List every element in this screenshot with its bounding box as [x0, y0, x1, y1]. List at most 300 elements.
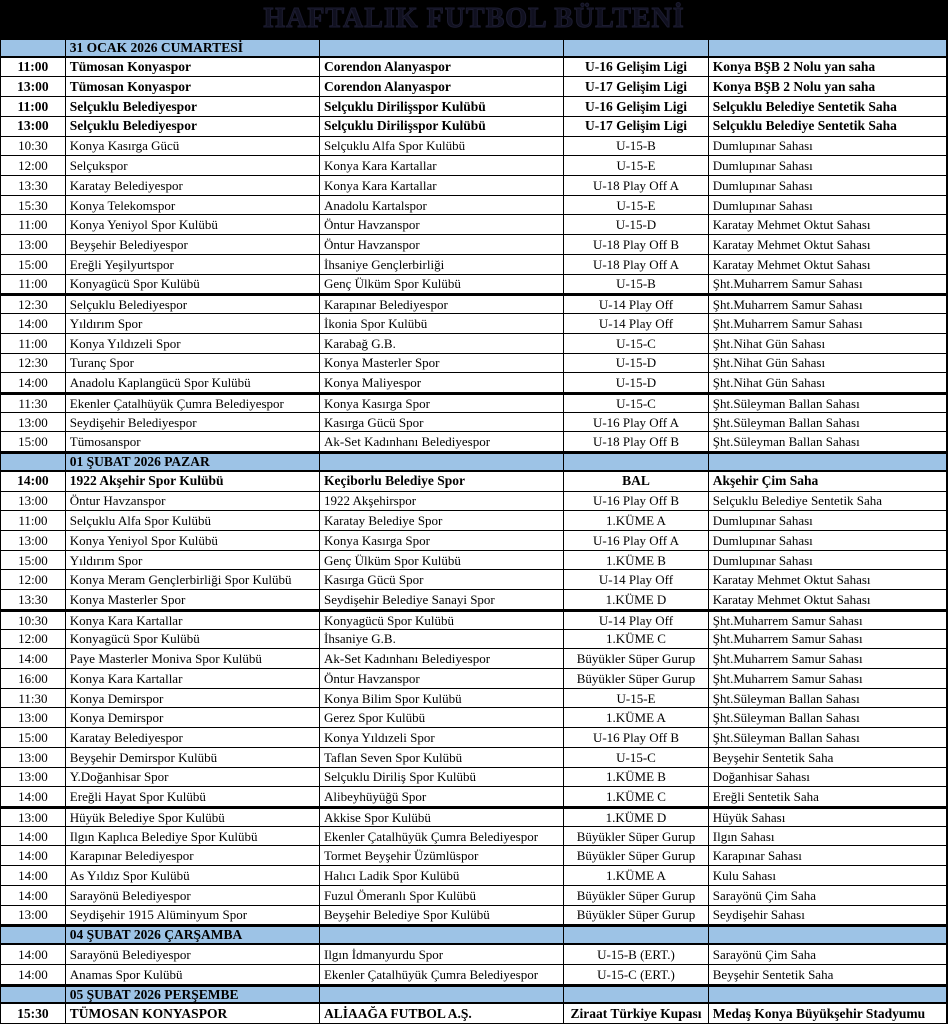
match-row: [1, 1004, 946, 1024]
venue-label: Sarayönü Çim Saha: [712, 887, 817, 903]
venue-label: Dumlupınar Sahası: [712, 513, 813, 529]
match-time: 12:00: [1, 156, 66, 175]
match-row: [1, 196, 946, 216]
match-time: 14:00: [1, 886, 66, 905]
venue-label: Beyşehir Sentetik Saha: [712, 749, 834, 765]
home-team: Tümosanspor: [66, 432, 320, 451]
venue-label: Şht.Muharrem Samur Sahası: [712, 612, 863, 628]
away-team: Öntur Havzanspor: [320, 669, 564, 688]
match-time: 14:00: [1, 945, 66, 964]
venue-label: Şht.Süleyman Ballan Sahası: [712, 395, 860, 411]
home-team: Konya Meram Gençlerbirliği Spor Kulübü: [66, 570, 320, 589]
match-row: [1, 610, 946, 630]
match-time: 14:00: [1, 827, 66, 846]
league-label: Büyükler Süper Gurup: [564, 827, 709, 846]
section-date: 04 ŞUBAT 2026 ÇARŞAMBA: [66, 927, 320, 943]
match-time: 11:00: [1, 97, 66, 116]
venue-label: Şht.Süleyman Ballan Sahası: [712, 710, 860, 726]
venue-label: Şht.Muharrem Samur Sahası: [712, 670, 863, 686]
away-team: Karatay Belediye Spor: [320, 511, 564, 530]
away-team: İhsaniye Gençlerbirliği: [320, 255, 564, 274]
league-label: U-15-C: [564, 334, 709, 353]
home-team: Konya Kara Kartallar: [66, 669, 320, 688]
away-team: Öntur Havzanspor: [320, 235, 564, 254]
away-team: Ilgın İdmanyurdu Spor: [320, 945, 564, 964]
league-label: U-14 Play Off: [564, 314, 709, 333]
home-team: Konya Yeniyol Spor Kulübü: [66, 531, 320, 550]
home-team: Paye Masterler Moniva Spor Kulübü: [66, 649, 320, 668]
venue-label: Şht.Nihat Gün Sahası: [712, 335, 826, 351]
home-team: As Yıldız Spor Kulübü: [66, 866, 320, 885]
venue-label: Seydişehir Sahası: [712, 907, 805, 923]
match-time: 11:30: [1, 689, 66, 708]
league-label: U-14 Play Off: [564, 570, 709, 589]
away-team: Alibeyhüyüğü Spor: [320, 787, 564, 806]
away-team: Fuzul Ömeranlı Spor Kulübü: [320, 886, 564, 905]
match-row: [1, 906, 946, 926]
match-row: [1, 689, 946, 709]
section-empty-cell: [564, 987, 709, 1003]
schedule-table: [0, 38, 948, 1024]
section-empty-cell: [709, 454, 946, 470]
away-team: Selçuklu Alfa Spor Kulübü: [320, 137, 564, 156]
venue-label: Şht.Muharrem Samur Sahası: [712, 315, 863, 331]
home-team: Sarayönü Belediyespor: [66, 945, 320, 964]
league-label: 1.KÜME A: [564, 708, 709, 727]
match-time: 15:00: [1, 255, 66, 274]
league-label: U-17 Gelişim Ligi: [564, 77, 709, 96]
match-row: [1, 708, 946, 728]
match-row: [1, 965, 946, 985]
match-row: [1, 649, 946, 669]
section-empty-cell: [320, 454, 564, 470]
league-label: U-16 Gelişim Ligi: [564, 58, 709, 77]
match-row: [1, 373, 946, 393]
league-label: U-18 Play Off B: [564, 235, 709, 254]
league-label: U-16 Gelişim Ligi: [564, 97, 709, 116]
match-time: 12:00: [1, 570, 66, 589]
section-empty-cell: [564, 454, 709, 470]
venue-label: Dumlupınar Sahası: [712, 197, 813, 213]
home-team: Selçuklu Belediyespor: [66, 117, 320, 136]
match-row: [1, 669, 946, 689]
match-time: 14:00: [1, 846, 66, 865]
match-row: [1, 314, 946, 334]
match-row: [1, 176, 946, 196]
venue-label: Karatay Mehmet Oktut Sahası: [712, 237, 871, 253]
home-team: Ekenler Çatalhüyük Çumra Belediyespor: [66, 395, 320, 412]
away-team: ALİAAĞA FUTBOL A.Ş.: [320, 1004, 564, 1023]
match-time: 16:00: [1, 669, 66, 688]
match-row: [1, 728, 946, 748]
match-row: [1, 551, 946, 571]
home-team: Öntur Havzanspor: [66, 492, 320, 511]
home-team: Konya Telekomspor: [66, 196, 320, 215]
away-team: Selçuklu Diriliş Spor Kulübü: [320, 768, 564, 787]
venue-label: Karapınar Sahası: [712, 848, 802, 864]
section-empty-cell: [320, 987, 564, 1003]
home-team: Karatay Belediyespor: [66, 176, 320, 195]
away-team: Konya Bilim Spor Kulübü: [320, 689, 564, 708]
venue-label: Dumlupınar Sahası: [712, 138, 813, 154]
away-team: Seydişehir Belediye Sanayi Spor: [320, 590, 564, 609]
match-row: [1, 827, 946, 847]
match-row: [1, 117, 946, 137]
league-label: U-14 Play Off: [564, 296, 709, 313]
away-team: İkonia Spor Kulübü: [320, 314, 564, 333]
league-label: U-15-E: [564, 689, 709, 708]
league-label: U-15-D: [564, 354, 709, 373]
home-team: Konya Masterler Spor: [66, 590, 320, 609]
home-team: Seydişehir Belediyespor: [66, 413, 320, 432]
away-team: Corendon Alanyaspor: [320, 58, 564, 77]
league-label: Büyükler Süper Gurup: [564, 669, 709, 688]
away-team: Taflan Seven Spor Kulübü: [320, 748, 564, 767]
league-label: U-18 Play Off A: [564, 255, 709, 274]
home-team: Anadolu Kaplangücü Spor Kulübü: [66, 373, 320, 392]
section-header-row: [1, 985, 946, 1005]
venue-label: Medaş Konya Büyükşehir Stadyumu: [712, 1005, 926, 1021]
league-label: U-16 Play Off B: [564, 492, 709, 511]
venue-label: Şht.Süleyman Ballan Sahası: [712, 690, 860, 706]
section-empty-cell: [1, 454, 66, 470]
home-team: Konya Kara Kartallar: [66, 612, 320, 629]
match-time: 15:00: [1, 432, 66, 451]
match-time: 14:00: [1, 472, 66, 491]
match-time: 11:00: [1, 215, 66, 234]
home-team: Y.Doğanhisar Spor: [66, 768, 320, 787]
league-label: 1.KÜME C: [564, 630, 709, 649]
away-team: Beyşehir Belediye Spor Kulübü: [320, 906, 564, 925]
match-row: [1, 492, 946, 512]
section-empty-cell: [709, 987, 946, 1003]
venue-label: Konya BŞB 2 Nolu yan saha: [712, 79, 876, 95]
section-empty-cell: [564, 927, 709, 943]
league-label: U-16 Play Off A: [564, 531, 709, 550]
match-time: 14:00: [1, 314, 66, 333]
away-team: Konya Maliyespor: [320, 373, 564, 392]
match-row: [1, 393, 946, 413]
home-team: Yıldırım Spor: [66, 551, 320, 570]
match-time: 14:00: [1, 787, 66, 806]
league-label: BAL: [564, 472, 709, 491]
home-team: Turanç Spor: [66, 354, 320, 373]
match-time: 12:00: [1, 630, 66, 649]
match-row: [1, 97, 946, 117]
section-header-row: [1, 925, 946, 945]
league-label: 1.KÜME D: [564, 590, 709, 609]
venue-label: Şht.Muharrem Samur Sahası: [712, 276, 863, 292]
away-team: Ekenler Çatalhüyük Çumra Belediyespor: [320, 965, 564, 984]
section-empty-cell: [320, 40, 564, 56]
venue-label: Şht.Muharrem Samur Sahası: [712, 651, 863, 667]
match-row: [1, 768, 946, 788]
away-team: İhsaniye G.B.: [320, 630, 564, 649]
match-row: [1, 255, 946, 275]
away-team: Selçuklu Dirilişspor Kulübü: [320, 117, 564, 136]
match-time: 11:00: [1, 334, 66, 353]
home-team: Beyşehir Belediyespor: [66, 235, 320, 254]
match-row: [1, 215, 946, 235]
home-team: 1922 Akşehir Spor Kulübü: [66, 472, 320, 491]
match-row: [1, 354, 946, 374]
away-team: Anadolu Kartalspor: [320, 196, 564, 215]
venue-label: Şht.Süleyman Ballan Sahası: [712, 414, 860, 430]
league-label: U-15-C: [564, 395, 709, 412]
league-label: 1.KÜME B: [564, 551, 709, 570]
match-time: 14:00: [1, 965, 66, 984]
venue-label: Dumlupınar Sahası: [712, 158, 813, 174]
away-team: Halıcı Ladik Spor Kulübü: [320, 866, 564, 885]
home-team: Ilgın Kaplıca Belediye Spor Kulübü: [66, 827, 320, 846]
match-time: 15:30: [1, 1004, 66, 1023]
section-empty-cell: [320, 927, 564, 943]
page-title: HAFTALIK FUTBOL BÜLTENİ: [0, 0, 948, 38]
match-row: [1, 787, 946, 807]
match-time: 13:00: [1, 492, 66, 511]
home-team: Anamas Spor Kulübü: [66, 965, 320, 984]
home-team: Sarayönü Belediyespor: [66, 886, 320, 905]
match-row: [1, 590, 946, 610]
match-row: [1, 58, 946, 78]
away-team: Corendon Alanyaspor: [320, 77, 564, 96]
section-date: 05 ŞUBAT 2026 PERŞEMBE: [66, 987, 320, 1003]
home-team: Konyagücü Spor Kulübü: [66, 630, 320, 649]
away-team: Ekenler Çatalhüyük Çumra Belediyespor: [320, 827, 564, 846]
home-team: Yıldırım Spor: [66, 314, 320, 333]
home-team: Konyagücü Spor Kulübü: [66, 275, 320, 294]
match-time: 13:30: [1, 590, 66, 609]
league-label: 1.KÜME C: [564, 787, 709, 806]
venue-label: Karatay Mehmet Oktut Sahası: [712, 572, 871, 588]
home-team: Konya Yıldızeli Spor: [66, 334, 320, 353]
match-time: 13:00: [1, 708, 66, 727]
section-empty-cell: [564, 40, 709, 56]
away-team: Konya Kara Kartallar: [320, 176, 564, 195]
venue-label: Şht.Muharrem Samur Sahası: [712, 297, 863, 313]
home-team: Konya Demirspor: [66, 689, 320, 708]
match-time: 13:30: [1, 176, 66, 195]
venue-label: Şht.Süleyman Ballan Sahası: [712, 434, 860, 450]
away-team: Konya Kasırga Spor: [320, 395, 564, 412]
away-team: Konya Kara Kartallar: [320, 156, 564, 175]
match-row: [1, 630, 946, 650]
home-team: Tümosan Konyaspor: [66, 58, 320, 77]
away-team: Ak-Set Kadınhanı Belediyespor: [320, 649, 564, 668]
venue-label: Kulu Sahası: [712, 868, 776, 884]
league-label: Büyükler Süper Gurup: [564, 649, 709, 668]
home-team: Beyşehir Demirspor Kulübü: [66, 748, 320, 767]
match-time: 13:00: [1, 117, 66, 136]
match-time: 13:00: [1, 531, 66, 550]
home-team: Tümosan Konyaspor: [66, 77, 320, 96]
match-row: [1, 866, 946, 886]
away-team: 1922 Akşehirspor: [320, 492, 564, 511]
league-label: Ziraat Türkiye Kupası: [564, 1004, 709, 1023]
match-row: [1, 137, 946, 157]
section-date: 01 ŞUBAT 2026 PAZAR: [66, 454, 320, 470]
match-time: 13:00: [1, 413, 66, 432]
match-time: 12:30: [1, 354, 66, 373]
home-team: Konya Demirspor: [66, 708, 320, 727]
away-team: Konya Yıldızeli Spor: [320, 728, 564, 747]
home-team: Karatay Belediyespor: [66, 728, 320, 747]
home-team: Selçuklu Alfa Spor Kulübü: [66, 511, 320, 530]
home-team: Konya Kasırga Gücü: [66, 137, 320, 156]
section-empty-cell: [1, 40, 66, 56]
league-label: U-15-B: [564, 137, 709, 156]
section-date: 31 OCAK 2026 CUMARTESİ: [66, 40, 320, 56]
match-time: 11:30: [1, 395, 66, 412]
match-time: 14:00: [1, 373, 66, 392]
match-time: 13:00: [1, 906, 66, 925]
away-team: Genç Ülküm Spor Kulübü: [320, 551, 564, 570]
venue-label: Ilgın Sahası: [712, 828, 775, 844]
league-label: U-18 Play Off B: [564, 432, 709, 451]
match-row: [1, 886, 946, 906]
venue-label: Beyşehir Sentetik Saha: [712, 966, 834, 982]
match-row: [1, 294, 946, 314]
section-empty-cell: [709, 927, 946, 943]
match-time: 12:30: [1, 296, 66, 313]
venue-label: Şht.Nihat Gün Sahası: [712, 375, 826, 391]
venue-label: Akşehir Çim Saha: [712, 473, 819, 489]
section-empty-cell: [1, 987, 66, 1003]
league-label: 1.KÜME A: [564, 866, 709, 885]
match-row: [1, 334, 946, 354]
away-team: Karabağ G.B.: [320, 334, 564, 353]
venue-label: Sarayönü Çim Saha: [712, 946, 817, 962]
venue-label: Şht.Nihat Gün Sahası: [712, 355, 826, 371]
away-team: Tormet Beyşehir Üzümlüspor: [320, 846, 564, 865]
league-label: U-15-B (ERT.): [564, 945, 709, 964]
home-team: Ereğli Hayat Spor Kulübü: [66, 787, 320, 806]
league-label: 1.KÜME B: [564, 768, 709, 787]
league-label: U-14 Play Off: [564, 612, 709, 629]
match-row: [1, 748, 946, 768]
match-time: 10:30: [1, 612, 66, 629]
home-team: Selçukspor: [66, 156, 320, 175]
match-row: [1, 413, 946, 433]
match-time: 11:00: [1, 511, 66, 530]
away-team: Konyagücü Spor Kulübü: [320, 612, 564, 629]
venue-label: Dumlupınar Sahası: [712, 532, 813, 548]
away-team: Genç Ülküm Spor Kulübü: [320, 275, 564, 294]
section-empty-cell: [709, 40, 946, 56]
away-team: Selçuklu Dirilişspor Kulübü: [320, 97, 564, 116]
section-header-row: [1, 38, 946, 58]
venue-label: Karatay Mehmet Oktut Sahası: [712, 217, 871, 233]
venue-label: Selçuklu Belediye Sentetik Saha: [712, 98, 897, 114]
home-team: Selçuklu Belediyespor: [66, 296, 320, 313]
match-time: 13:00: [1, 77, 66, 96]
venue-label: Doğanhisar Sahası: [712, 769, 810, 785]
match-time: 14:00: [1, 866, 66, 885]
match-row: [1, 511, 946, 531]
match-row: [1, 235, 946, 255]
match-row: [1, 432, 946, 452]
league-label: U-15-E: [564, 196, 709, 215]
section-empty-cell: [1, 927, 66, 943]
section-header-row: [1, 452, 946, 472]
league-label: U-15-C: [564, 748, 709, 767]
home-team: Hüyük Belediye Spor Kulübü: [66, 809, 320, 826]
match-row: [1, 846, 946, 866]
league-label: U-17 Gelişim Ligi: [564, 117, 709, 136]
match-row: [1, 531, 946, 551]
away-team: Akkise Spor Kulübü: [320, 809, 564, 826]
match-time: 13:00: [1, 809, 66, 826]
league-label: U-18 Play Off A: [564, 176, 709, 195]
match-row: [1, 472, 946, 492]
match-time: 15:00: [1, 551, 66, 570]
away-team: Kasırga Gücü Spor: [320, 570, 564, 589]
match-time: 13:00: [1, 748, 66, 767]
league-label: U-15-E: [564, 156, 709, 175]
venue-label: Karatay Mehmet Oktut Sahası: [712, 256, 871, 272]
home-team: TÜMOSAN KONYASPOR: [66, 1004, 320, 1023]
match-time: 10:30: [1, 137, 66, 156]
venue-label: Dumlupınar Sahası: [712, 552, 813, 568]
home-team: Ereğli Yeşilyurtspor: [66, 255, 320, 274]
home-team: Selçuklu Belediyespor: [66, 97, 320, 116]
away-team: Gerez Spor Kulübü: [320, 708, 564, 727]
venue-label: Şht.Süleyman Ballan Sahası: [712, 730, 860, 746]
match-time: 13:00: [1, 235, 66, 254]
away-team: Konya Masterler Spor: [320, 354, 564, 373]
home-team: Seydişehir 1915 Alüminyum Spor: [66, 906, 320, 925]
venue-label: Karatay Mehmet Oktut Sahası: [712, 591, 871, 607]
match-row: [1, 807, 946, 827]
match-time: 15:30: [1, 196, 66, 215]
away-team: Kasırga Gücü Spor: [320, 413, 564, 432]
venue-label: Konya BŞB 2 Nolu yan saha: [712, 59, 876, 75]
match-row: [1, 945, 946, 965]
home-team: Konya Yeniyol Spor Kulübü: [66, 215, 320, 234]
away-team: Karapınar Belediyespor: [320, 296, 564, 313]
match-time: 15:00: [1, 728, 66, 747]
match-row: [1, 156, 946, 176]
venue-label: Selçuklu Belediye Sentetik Saha: [712, 118, 897, 134]
venue-label: Ereğli Sentetik Saha: [712, 789, 819, 805]
venue-label: Şht.Muharrem Samur Sahası: [712, 631, 863, 647]
match-row: [1, 275, 946, 295]
away-team: Öntur Havzanspor: [320, 215, 564, 234]
league-label: Büyükler Süper Gurup: [564, 846, 709, 865]
venue-label: Selçuklu Belediye Sentetik Saha: [712, 493, 883, 509]
match-time: 14:00: [1, 649, 66, 668]
match-time: 13:00: [1, 768, 66, 787]
league-label: U-15-D: [564, 215, 709, 234]
away-team: Ak-Set Kadınhanı Belediyespor: [320, 432, 564, 451]
match-time: 11:00: [1, 58, 66, 77]
league-label: 1.KÜME A: [564, 511, 709, 530]
match-row: [1, 570, 946, 590]
league-label: U-15-C (ERT.): [564, 965, 709, 984]
match-row: [1, 77, 946, 97]
match-time: 11:00: [1, 275, 66, 294]
league-label: U-16 Play Off A: [564, 413, 709, 432]
venue-label: Hüyük Sahası: [712, 809, 786, 825]
away-team: Keçiborlu Belediye Spor: [320, 472, 564, 491]
away-team: Konya Kasırga Spor: [320, 531, 564, 550]
league-label: Büyükler Süper Gurup: [564, 906, 709, 925]
league-label: U-15-D: [564, 373, 709, 392]
league-label: 1.KÜME D: [564, 809, 709, 826]
venue-label: Dumlupınar Sahası: [712, 177, 813, 193]
league-label: Büyükler Süper Gurup: [564, 886, 709, 905]
league-label: U-15-B: [564, 275, 709, 294]
